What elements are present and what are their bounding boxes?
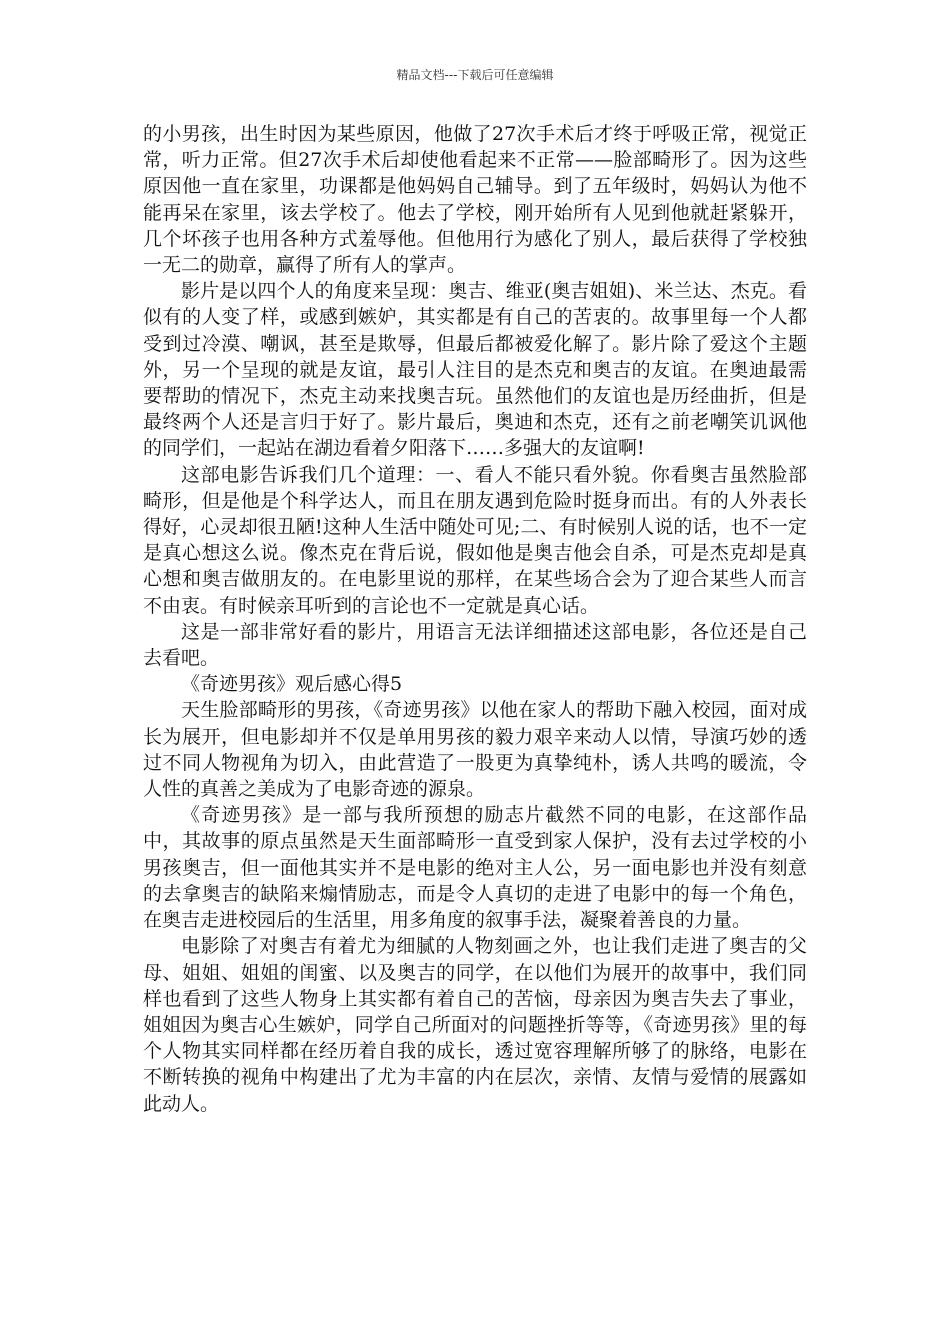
paragraph-1: 的小男孩，出生时因为某些原因，他做了27次手术后才终于呼吸正常，视觉正常，听力正常。但27次手术后却使他看起来不正常——脸部畸形了。因为这些原因他一直在家里，功课都是他妈妈自己辅导。到了五年级时，妈妈认为他不能再呆在家里，该去学校了。他去了学校，刚开始所有人见到他就赶紧躲开，几个坏孩子也用各种方式羞辱他。但他用行为感化了别人，最后获得了学校独一无二的勋章，赢得了所有人的掌声。: [143, 123, 807, 277]
paragraph-3: 这部电影告诉我们几个道理：一、看人不能只看外貌。你看奥吉虽然脸部畸形，但是他是个科学达人，而且在朋友遇到危险时挺身而出。有的人外表长得好，心灵却很丑陋!这种人生活中随处可见;二、有时候别人说的话，也不一定是真心想这么说。像杰克在背后说，假如他是奥吉他会自杀，可是杰克却是真心想和奥吉做朋友的。在电影里说的那样，在某些场合会为了迎合某些人而言不由衷。有时候亲耳听到的言论也不一定就是真心话。: [143, 463, 807, 617]
paragraph-4: 这是一部非常好看的影片，用语言无法详细描述这部电影，各位还是自己去看吧。: [143, 620, 807, 670]
paragraph-6: 《奇迹男孩》是一部与我所预想的励志片截然不同的电影，在这部作品中，其故事的原点虽然是天生面部畸形一直受到家人保护，没有去过学校的小男孩奥吉，但一面他其实并不是电影的绝对主人公，另一面电影也并没有刻意的去拿奥吉的缺陷来煽情励志，而是令人真切的走进了电影中的每一个角色，在奥吉走进校园后的生活里，用多角度的叙事手法，凝聚着善良的力量。: [143, 804, 807, 932]
page-header: 精品文档---下载后可任意编辑: [396, 68, 554, 82]
document-body: [143, 121, 807, 1117]
paragraph-7: 电影除了对奥吉有着尤为细腻的人物刻画之外，也让我们走进了奥吉的父母、姐姐、姐姐的闺蜜、以及奥吉的同学，在以他们为展开的故事中，我们同样也看到了这些人物身上其实都有着自己的苦恼，母亲因为奥吉失去了事业，姐姐因为奥吉心生嫉妒，同学自己所面对的问题挫折等等，《奇迹男孩》里的每个人物其实同样都在经历着自我的成长，透过宽容理解所够了的脉络，电影在不断转换的视角中构建出了尤为丰富的内在层次，亲情、友情与爱情的展露如此动人。: [143, 935, 807, 1115]
paragraph-2: 影片是以四个人的角度来呈现：奥吉、维亚(奥吉姐姐)、米兰达、杰克。看似有的人变了样，或感到嫉妒，其实都是有自己的苦衷的。故事里每一个人都受到过冷漠、嘲讽，甚至是欺辱，但最后都被爱化解了。影片除了爱这个主题外，另一个呈现的就是友谊，最引人注目的是杰克和奥吉的友谊。在奥迪最需要帮助的情况下，杰克主动来找奥吉玩。虽然他们的友谊也是历经曲折，但是最终两个人还是言归于好了。影片最后，奥迪和杰克，还有之前老嘲笑讥讽他的同学们，一起站在湖边看着夕阳落下……多强大的友谊啊!: [143, 280, 807, 460]
paragraph-5: 天生脸部畸形的男孩，《奇迹男孩》以他在家人的帮助下融入校园，面对成长为展开，但电影却并不仅是单用男孩的毅力艰辛来动人以情，导演巧妙的透过不同人物视角为切入，由此营造了一股更为真挚纯朴，诱人共鸣的暖流，令人性的真善之美成为了电影奇迹的源泉。: [143, 699, 807, 801]
section-heading: 《奇迹男孩》观后感心得5: [181, 673, 403, 696]
